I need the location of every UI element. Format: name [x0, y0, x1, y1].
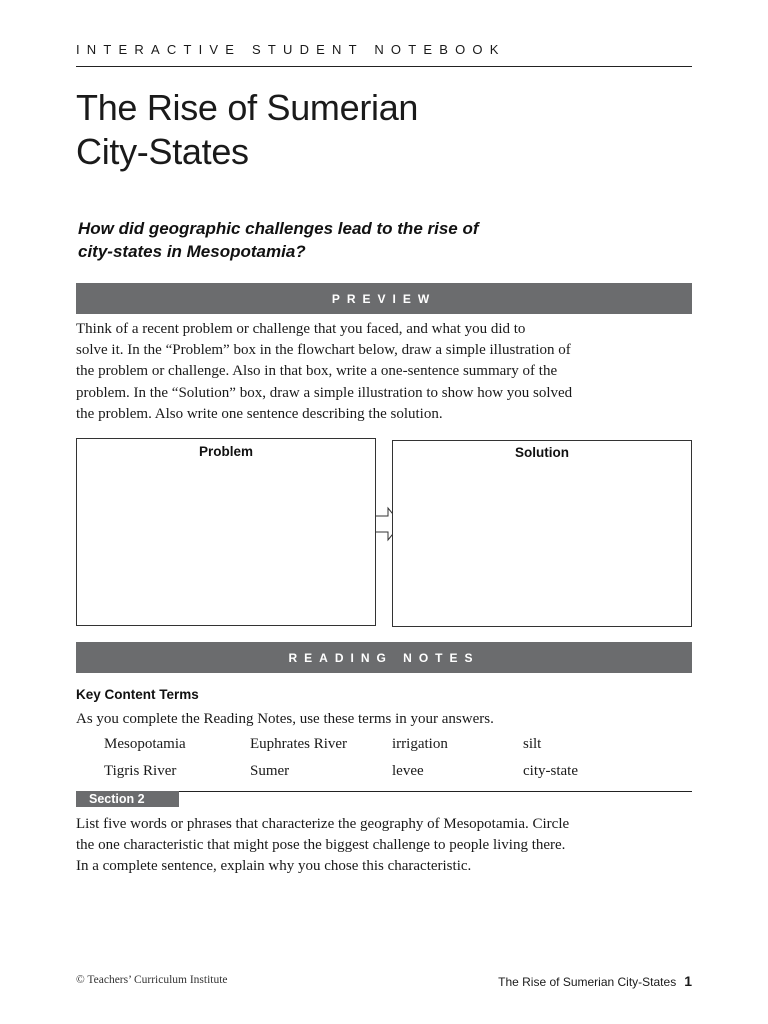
- term-tigris-river: Tigris River: [104, 763, 177, 779]
- footer-title-text: The Rise of Sumerian City-States: [498, 975, 677, 989]
- essential-question-line-2: city-states in Mesopotamia?: [78, 242, 306, 261]
- page-number: 1: [684, 973, 692, 989]
- problem-box[interactable]: [76, 438, 376, 626]
- preview-line-1: Think of a recent problem or challenge that you faced, and what you did to: [76, 321, 526, 337]
- problem-box-label: Problem: [198, 444, 253, 459]
- reading-notes-section-bar: [76, 642, 692, 673]
- preview-line-3: the problem or challenge. Also in that box, write a one-sentence summary of the: [76, 363, 558, 380]
- section-2-line-2: the one characteristic that might pose the biggest challenge to people living there.: [76, 837, 566, 854]
- section-2-prompt: [76, 814, 692, 878]
- essential-question-line-1: How did geographic challenges lead to the rise of: [78, 219, 479, 238]
- notebook-header-label: INTERACTIVE STUDENT NOTEBOOK: [76, 42, 506, 57]
- footer-copyright: © Teachers’ Curriculum Institute: [76, 974, 228, 986]
- term-levee: levee: [392, 763, 424, 779]
- term-sumer: Sumer: [250, 763, 290, 779]
- footer-running-title: [498, 973, 692, 989]
- header-divider: [76, 66, 692, 67]
- section-2-line-3: In a complete sentence, explain why you chose this characteristic.: [76, 858, 472, 875]
- term-irrigation: irrigation: [392, 736, 448, 752]
- solution-box[interactable]: [392, 440, 692, 627]
- page-title: [76, 86, 596, 174]
- term-mesopotamia: Mesopotamia: [104, 736, 186, 752]
- reading-notes-bar-label: READING NOTES: [288, 650, 480, 665]
- preview-bar-label: PREVIEW: [331, 291, 437, 306]
- essential-question: [78, 217, 548, 263]
- preview-instructions: [76, 319, 692, 425]
- preview-section-bar: [76, 283, 692, 314]
- preview-line-5: the problem. Also write one sentence describing the solution.: [76, 405, 443, 422]
- key-content-terms-heading: Key Content Terms: [76, 687, 199, 702]
- key-terms-intro: [76, 709, 494, 730]
- key-terms-intro-text: As you complete the Reading Notes, use these terms in your answers.: [76, 711, 494, 727]
- term-city-state: city-state: [523, 763, 578, 779]
- preview-line-2: solve it. In the “Problem” box in the flowchart below, draw a simple illustration of: [76, 342, 571, 359]
- page-title-line-2: City-States: [76, 131, 249, 172]
- section-2-tag: Section 2: [76, 791, 179, 807]
- section-2-line-1: List five words or phrases that characterize the geography of Mesopotamia. Circle: [76, 816, 570, 832]
- page-title-line-1: The Rise of Sumerian: [76, 87, 419, 128]
- solution-box-label: Solution: [515, 445, 569, 460]
- preview-line-4: problem. In the “Solution” box, draw a simple illustration to show how you solved: [76, 384, 573, 401]
- term-euphrates-river: Euphrates River: [250, 736, 348, 752]
- term-silt: silt: [523, 736, 542, 752]
